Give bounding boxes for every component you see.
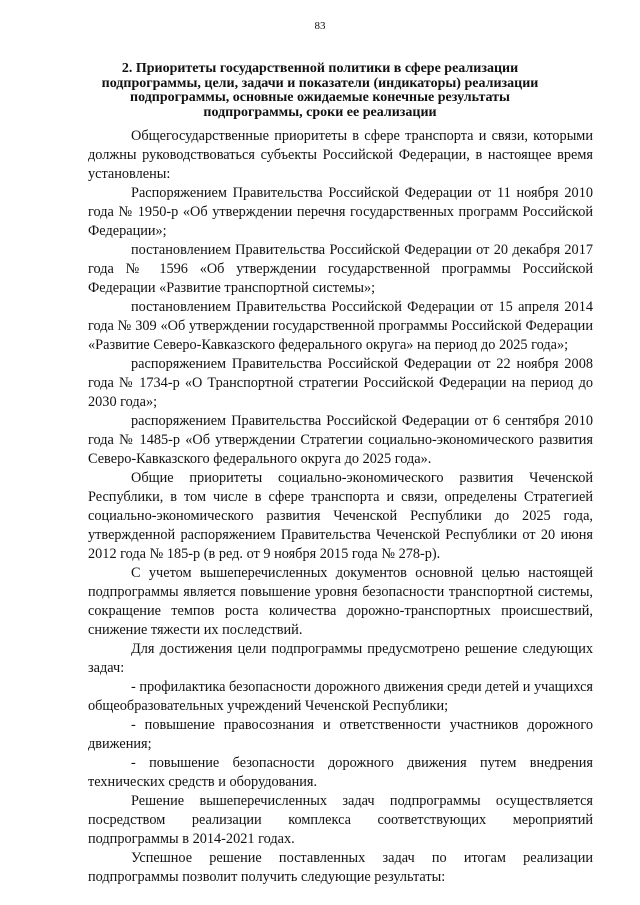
paragraph-order-1950: Распоряжением Правительства Российской Федерации от 11 ноября 2010 года № 1950-р «Об утверждении перечня государственных программ Российской Федерации»; [88,185,593,239]
list-item-task: - повышение правосознания и ответственности участников дорожного движения; [88,717,593,752]
paragraph-main-goal: С учетом вышеперечисленных документов основной целью настоящей подпрограммы является повышение уровня безопасности транспортной системы, сокращение темпов роста количества дорожно-транспортных происшествий, снижение тяжести их последствий. [88,565,593,638]
heading-line: подпрограммы, сроки ее реализации [203,104,437,120]
page-number: 83 [314,20,326,32]
paragraph-resolution-1596: постановлением Правительства Российской Федерации от 20 декабря 2017 года № 1596 «Об утверждении государственной программы Российской Федерации «Развитие транспортной системы»; [88,242,593,296]
paragraph-tasks-intro: Для достижения цели подпрограммы предусмотрено решение следующих задач: [88,641,593,676]
list-item-task: - повышение безопасности дорожного движения путем внедрения технических средств и оборудования. [88,755,593,790]
paragraph-chechen-strategy: Общие приоритеты социально-экономического развития Чеченской Республики, в том числе в сфере транспорта и связи, определены Стратегией социально-экономического развития Чеченской Республики до 2025 года, утвержденной распоряжением Правительства Чеченской Республики от 20 июня 2012 года № 185-р (в ред. от 9 ноября 2015 года № 278-р). [88,470,593,562]
document-body [88,127,593,887]
heading-line: 2. Приоритеты государственной политики в сфере реализации [121,61,519,76]
list-item-task: - профилактика безопасности дорожного движения среди детей и учащихся общеобразовательных учреждений Чеченской Республики; [88,679,593,714]
paragraph-order-1485: распоряжением Правительства Российской Федерации от 6 сентября 2010 года № 1485-р «Об утверждении Стратегии социально-экономического развития Северо-Кавказского федерального округа до 2025 года». [88,413,593,467]
paragraph-order-1734: распоряжением Правительства Российской Федерации от 22 ноября 2008 года № 1734-р «О Транспортной стратегии Российской Федерации на период до 2030 года»; [88,356,593,410]
paragraph-implementation-period: Решение вышеперечисленных задач подпрограммы осуществляется посредством реализации комплекса соответствующих мероприятий подпрограммы в 2014-2021 годах. [88,793,593,847]
paragraph-resolution-309: постановлением Правительства Российской Федерации от 15 апреля 2014 года № 309 «Об утверждении государственной программы Российской Федерации «Развитие Северо-Кавказского федерального округа» на период до 2025 года»; [88,299,593,353]
paragraph-expected-results: Успешное решение поставленных задач по итогам реализации подпрограммы позволит получить следующие результаты: [88,850,593,885]
heading-line: подпрограммы, основные ожидаемые конечные результаты [130,90,510,105]
heading-line: подпрограммы, цели, задачи и показатели (индикаторы) реализации [101,75,539,91]
section-heading [96,62,544,120]
paragraph-priorities-intro: Общегосударственные приоритеты в сфере транспорта и связи, которыми должны руководствоваться субъекты Российской Федерации, в настоящее время установлены: [88,128,593,182]
